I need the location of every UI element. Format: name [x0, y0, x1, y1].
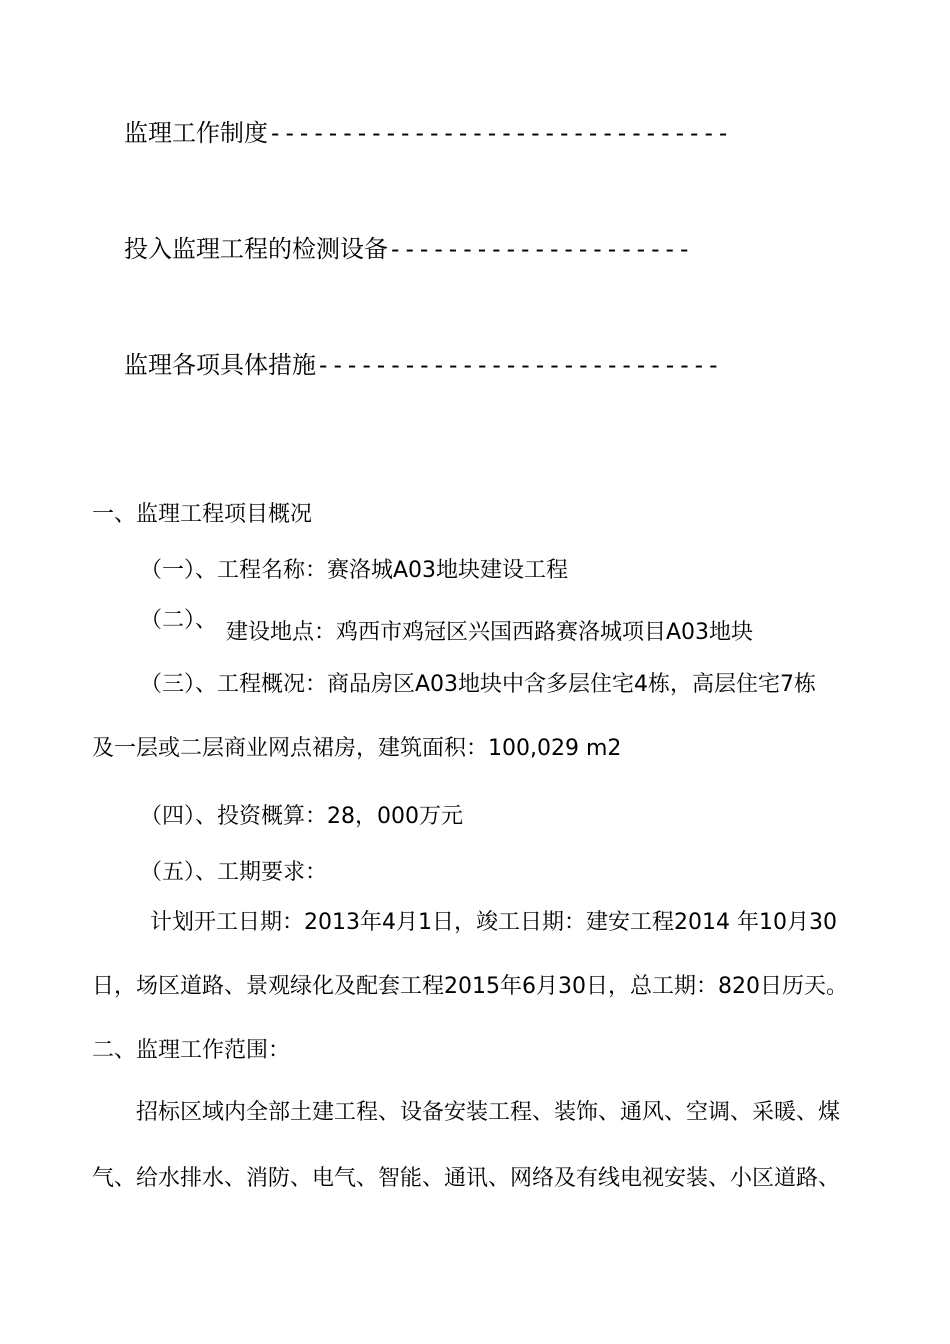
toc-title: 监理工作制度 [124, 119, 268, 147]
overview-item-line2: 及一层或二层商业网点裙房，建筑面积：100,029 m2 [92, 736, 622, 761]
section2-heading: 二、监理工作范围： [92, 1038, 291, 1063]
location-item-prefix: （二）、 [140, 608, 218, 633]
project-name-item: （一）、工程名称：赛洛城A03地块建设工程 [140, 558, 569, 583]
toc-leader: --------------------- [388, 235, 692, 263]
location-item-text: 建设地点：鸡西市鸡冠区兴国西路赛洛城项目A03地块 [226, 620, 754, 645]
toc-entry-work-system [124, 118, 730, 148]
investment-item: （四）、投资概算：28，000万元 [140, 804, 463, 829]
toc-leader: -------------------------------- [268, 119, 731, 147]
scope-line1: 招标区域内全部土建工程、设备安装工程、装饰、通风、空调、采暖、煤 [136, 1100, 841, 1125]
scope-line2: 气、给水排水、消防、电气、智能、通讯、网络及有线电视安装、小区道路、 [92, 1166, 841, 1191]
toc-entry-specific-measures [124, 350, 721, 380]
toc-leader: ---------------------------- [316, 351, 721, 379]
schedule-line1: 计划开工日期：2013年4月1日，竣工日期：建安工程2014 年10月30 [150, 910, 837, 935]
toc-entry-testing-equipment [124, 234, 691, 264]
overview-item-line1: （三）、工程概况：商品房区A03地块中含多层住宅4栋，高层住宅7栋 [140, 672, 817, 697]
toc-title: 投入监理工程的检测设备 [124, 235, 388, 263]
schedule-line2: 日，场区道路、景观绿化及配套工程2015年6月30日，总工期：820日历天。 [92, 974, 848, 999]
schedule-item: （五）、工期要求： [140, 860, 328, 885]
toc-title: 监理各项具体措施 [124, 351, 316, 379]
section1-heading: 一、监理工程项目概况 [92, 502, 313, 527]
